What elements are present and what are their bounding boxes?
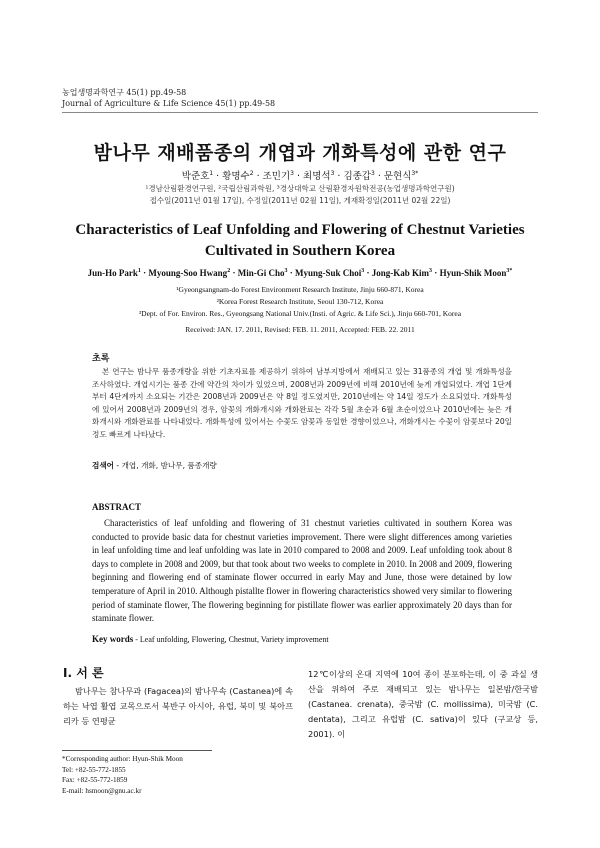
title-english [40,220,560,262]
abstract-english: Characteristics of leaf unfolding and flowering of 31 chestnut varieties cultivated in southern Korea was conducted to provide basic data for chestnut varieties improvement. There were slight differences among varieties in leaf unfolding time and leaf unfolding was late in 2010 compared to 2008 and 2009. Leaf unfolding took about 8 days to complete in 2008 and 2009, but that took about two weeks to complete in 2010. In 2008 and 2009, flowering beginning and flowering end of staminate flower occurred in early May and June, those were detained by low temperature of April in 2010. Although pistallte flower in flowering characteristics showed very similar to flowering period of staminate flower, The flowering beginning for pistillate flower was earlier approximately 20 days than for staminate flower. [92,518,512,624]
author-separator: · [230,268,238,278]
ko-author-affiliation-mark: 3 [330,169,335,177]
en-author-name: Myoung-Soo Hwang [148,268,228,278]
ko-author-name: 황명수 [222,171,250,182]
author-separator: · [374,171,384,182]
footnote-tel: Tel: +82-55-772-1855 [62,765,126,774]
abstract-en-heading: ABSTRACT [92,502,142,512]
journal-name-ko: 농업생명과학연구 45(1) pp.49-58 [62,88,187,97]
en-author-affiliation-mark: 3* [506,268,513,274]
title-english-line-1: Characteristics of Leaf Unfolding and Flowering of Chestnut Varieties [75,222,525,238]
author-separator: · [293,171,304,182]
keywords-english [92,634,329,644]
author-separator: · [334,171,344,182]
abstract-ko-heading: 초록 [92,354,110,364]
ko-author-name: 최명석 [303,171,331,182]
footnote-fax: Fax: +82-55-772-1859 [62,776,128,784]
en-author-name: Jun-Ho Park [87,268,138,278]
ko-author-affiliation-mark: 2 [249,169,254,177]
en-author-name: Hyun-Shik Moon [439,268,507,278]
en-author-name: Jong-Kab Kim [371,268,430,278]
journal-name-en: Journal of Agriculture & Life Science 45(1) pp.49-58 [62,99,276,108]
title-korean: 밤나무 재배품종의 개엽과 개화특성에 관한 연구 [93,142,507,164]
authors-korean [0,168,600,182]
keywords-korean [92,460,217,471]
abstract-korean: 본 연구는 밤나무 품종개량을 위한 기초자료를 제공하기 위하여 남부지방에서 재배되고 있는 31품종의 개엽 및 개화특성을 조사하였다. 개엽시기는 품종 간에 약간의 차이가 있었으며, 2008년과 2009년에 비해 2010년에 늦게 개엽되었다. 개엽 1단계부터 4단계까지 소요되는 기간은 2008년과 2009년은 약 8일 정도였지만, 2010년에는 약 14일 정도가 소요되었다. 개화특성에 있어서 2008년과 2009년의 경우, 암꽃의 개화개시와 개화완료는 각각 5월 초순과 6월 초순이었으나 2010년에는 늦은 개화개시와 개화완료를 나타내었다. 개화특성에 있어서는 수꽃도 암꽃과 동일한 경향이었으나, 개화개시는 수꽃이 암꽃보다 20일 정도 빠르게 나타났다. [92,367,512,439]
corresponding-author-footnote [62,754,183,796]
authors-english [0,268,600,278]
ko-author-affiliation-mark: 1 [209,169,214,177]
author-separator: · [364,268,372,278]
en-author-affiliation-mark: 1 [137,268,141,274]
ko-author-affiliation-mark: 3 [370,169,375,177]
en-author-affiliation-mark: 3 [429,268,433,274]
affiliation-2: ²Korea Forest Research Institute, Seoul 130-712, Korea [216,297,384,306]
author-separator: · [253,171,263,182]
affiliation-english [0,284,600,320]
keywords-ko-label: 검색어 [92,461,115,470]
en-author-affiliation-mark: 3 [361,268,365,274]
author-separator: · [140,268,149,278]
header-rule [62,112,538,113]
affiliation-korean-line: ¹경남산림환경연구원, ²국립산림과학원, ³경상대학교 산림환경자원학전공(농업생명과학연구원) [145,184,455,193]
keywords-en-label: Key words [92,634,134,644]
keywords-en-text: - Leaf unfolding, Flowering, Chestnut, Variety improvement [133,635,329,644]
journal-header [62,87,275,109]
received-dates: Received: JAN. 17. 2011, Revised: FEB. 11. 2011, Accepted: FEB. 22. 2011 [185,325,415,334]
affiliation-1: ¹Gyeongsangnam-do Forest Environment Research Institute, Jinju 660-871, Korea [176,285,424,294]
footnote-rule [62,750,212,751]
introduction-heading: I. 서 론 [63,666,104,680]
author-separator: · [287,268,295,278]
footnote-author: *Corresponding author: Hyun-Shik Moon [62,755,183,763]
ko-author-name: 문현식 [383,171,412,182]
ko-author-name: 조민기 [262,171,291,182]
keywords-ko-text: - 개엽, 개화, 밤나무, 품종개량 [114,461,217,470]
author-separator: · [432,268,440,278]
en-author-name: Myung-Suk Choi [294,268,362,278]
ko-author-name: 김종갑 [343,171,371,182]
ko-author-name: 박준호 [181,171,210,182]
en-author-name: Min-Gi Cho [237,268,285,278]
en-author-affiliation-mark: 2 [227,268,231,274]
ko-author-affiliation-mark: 3* [411,169,419,177]
author-separator: · [213,171,223,182]
affiliation-korean [0,183,600,207]
affiliation-3: ³Dept. of For. Environ. Res., Gyeongsang National Univ.(Insti. of Agric. & Life Sci.), Jinju 660-701, Korea [138,309,462,318]
footnote-email: E-mail: hsmoon@gnu.ac.kr [62,786,142,795]
introduction-right-column: 12℃이상의 온대 지역에 10여 종이 분포하는데, 이 중 과실 생산을 위하여 주로 재배되고 있는 밤나무는 일본밤/한국밤 (Castanea. crenata), 중국밤 (C. mollissima), 미국밤 (C. dentata), 그리고 유럽밤 (C. sativa)이 있다 (구교상 등, 2001). 이 [308,669,538,739]
title-english-line-2: Cultivated in Southern Korea [204,243,396,259]
ko-author-affiliation-mark: 3 [290,169,294,177]
introduction-left-column: 밤나무는 참나무과 (Fagacea)의 밤나무속 (Castanea)에 속하는 낙엽 활엽 교목으로서 북반구 아시아, 유럽, 북미 및 북아프리카 등 연평균 [63,686,293,726]
en-author-affiliation-mark: 3 [284,268,288,274]
received-dates-korean: 접수일(2011년 01월 17일), 수정일(2011년 02월 11일), 게재확정일(2011년 02월 22일) [149,196,451,205]
